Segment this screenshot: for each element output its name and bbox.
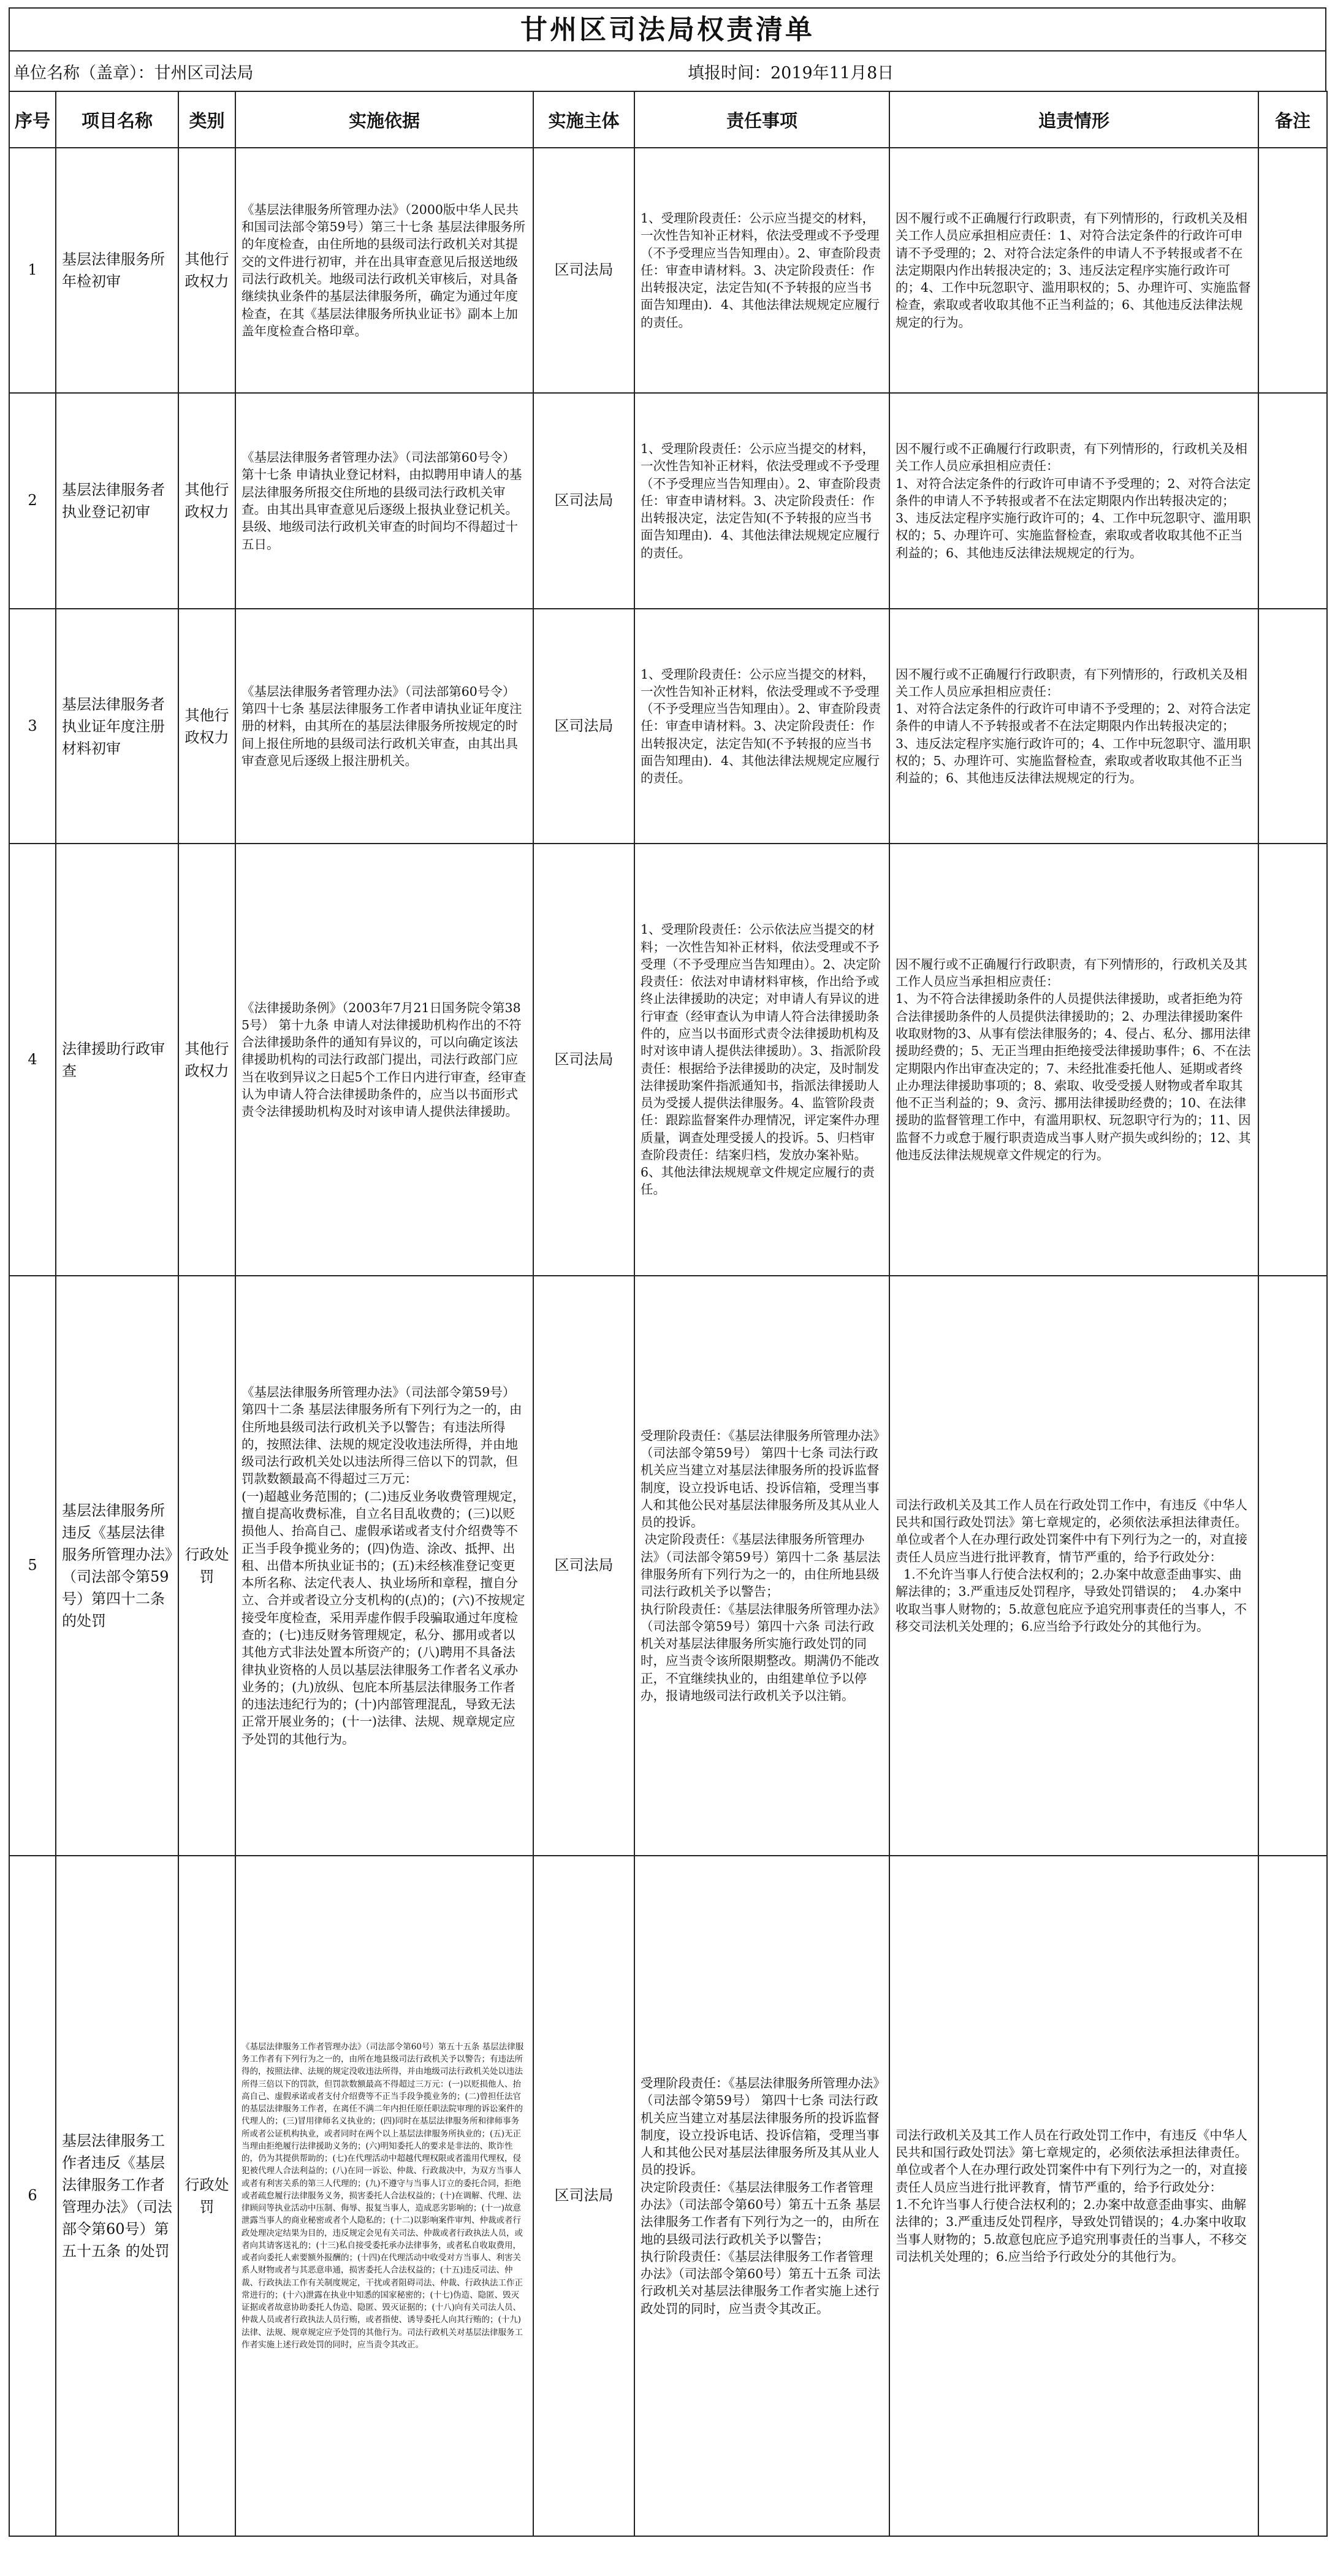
row-duty: 1、受理阶段责任：公示应当提交的材料，一次性告知补正材料，依法受理或不予受理（不予受理应当告知理由）。2、审查阶段责任：审查申请材料。3、决定阶段责任：作出转报决定，法定告知(不予转报的应当书面告知理由)．4、其他法律法规规定应履行的责任。 xyxy=(634,393,889,609)
row-note xyxy=(1258,148,1327,393)
row-type: 其他行政权力 xyxy=(178,148,235,393)
row-item-name: 法律援助行政审查 xyxy=(56,844,178,1276)
document-meta xyxy=(9,50,1326,91)
row-subject: 区司法局 xyxy=(533,393,634,609)
table-row xyxy=(9,609,1327,844)
responsibility-table xyxy=(9,91,1328,2537)
table-row xyxy=(9,844,1327,1276)
row-no: 6 xyxy=(9,1856,56,2536)
header-basis: 实施依据 xyxy=(235,91,533,148)
row-accountability: 因不履行或不正确履行行政职责，有下列情形的，行政机关及相关工作人员应承担相应责任：1、对符合法定条件的行政许可申请不予受理的；2、对符合法定条件的申请人不予转报或者不在法定期限内作出转报决定的；3、违反法定程序实施行政许可的；4、工作中玩忽职守、滥用职权的；5、办理许可、实施监督检查，索取或者收取其他不正当利益的；6、其他违反法律法规规定的行为。 xyxy=(889,148,1258,393)
row-subject: 区司法局 xyxy=(533,1276,634,1856)
table-row xyxy=(9,393,1327,609)
row-accountability: 司法行政机关及其工作人员在行政处罚工作中，有违反《中华人民共和国行政处罚法》第七章规定的，必须依法承担法律责任。 单位或者个人在办理行政处罚案件中有下列行为之一的，对直接责任人员应当进行批评教育，情节严重的，给予行政处分： 1.不允许当事人行使合法权利的；2.办案中故意歪曲事实、曲解法律的；3.严重违反处罚程序，导致处罚错误的；4.办案中收取当事人财物的；5.故意包庇应予追究刑事责任的当事人，不移交司法机关处理的；6.应当给予行政处分的其他行为。 xyxy=(889,1856,1258,2536)
row-accountability: 因不履行或不正确履行行政职责，有下列情形的，行政机关及相关工作人员应承担相应责任： 1、对符合法定条件的行政许可申请不予受理的；2、对符合法定条件的申请人不予转报或者不在法定期限内作出转报决定的；3、违反法定程序实施行政许可的；4、工作中玩忽职守、滥用职权的；5、办理许可、实施监督检查，索取或者收取其他不正当利益的；6、其他违反法律法规规定的行为。 xyxy=(889,393,1258,609)
row-duty: 受理阶段责任：《基层法律服务所管理办法》（司法部令第59号） 第四十七条 司法行政机关应当建立对基层法律服务所的投诉监督制度，设立投诉电话、投诉信箱，受理当事人和其他公民对基层法律服务所及其从业人员的投诉。 决定阶段责任：《基层法律服务工作者管理办法》（司法部令第60号）第五十五条 基层法律服务工作者有下列行为之一的，由所在地的县级司法行政机关予以警告； 执行阶段责任：《基层法律服务工作者管理办法》（司法部令第60号）第五十五条 司法行政机关对基层法律服务工作者实施上述行政处罚的同时，应当责令其改正。 xyxy=(634,1856,889,2536)
row-basis: 《基层法律服务所管理办法》（司法部令第59号）第四十二条 基层法律服务所有下列行为之一的，由住所地县级司法行政机关予以警告；有违法所得的，按照法律、法规的规定没收违法所得，并由地级司法行政机关处以违法所得三倍以下的罚款，但罚款数额最高不得超过三万元： (一)超越业务范围的；(二)违反业务收费管理规定，擅自提高收费标准，自立名目乱收费的；(三)以贬损他人、抬高自己、虚假承诺或者支付介绍费等不正当手段争揽业务的；(四)伪造、涂改、抵押、出租、出借本所执业证书的；(五)未经核准登记变更本所名称、法定代表人、执业场所和章程，擅自分立、合并或者设立分支机构的(点)的；(六)不按规定接受年度检查，采用弄虚作假手段骗取通过年度检查的；(七)违反财务管理规定，私分、挪用或者以其他方式非法处置本所资产的；(八)聘用不具备法律执业资格的人员以基层法律服务工作者名义承办业务的；(九)放纵、包庇本所基层法律服务工作者的违法违纪行为的；(十)内部管理混乱，导致无法正常开展业务的；(十一)法律、法规、规章规定应予处罚的其他行为。 xyxy=(235,1276,533,1856)
row-type: 行政处罚 xyxy=(178,1856,235,2536)
header-type: 类别 xyxy=(178,91,235,148)
row-duty: 1、受理阶段责任：公示应当提交的材料，一次性告知补正材料，依法受理或不予受理（不予受理应当告知理由）。2、审查阶段责任：审查申请材料。3、决定阶段责任：作出转报决定，法定告知(不予转报的应当书面告知理由)．4、其他法律法规规定应履行的责任。 xyxy=(634,609,889,844)
header-note: 备注 xyxy=(1258,91,1327,148)
header-accountability: 追责情形 xyxy=(889,91,1258,148)
row-no: 1 xyxy=(9,148,56,393)
row-duty: 受理阶段责任：《基层法律服务所管理办法》（司法部令第59号） 第四十七条 司法行政机关应当建立对基层法律服务所的投诉监督制度，设立投诉电话、投诉信箱，受理当事人和其他公民对基层法律服务所及其从业人员的投诉。 决定阶段责任：《基层法律服务所管理办法》（司法部令第59号）第四十二条 基层法律服务所有下列行为之一的，由住所地县级司法行政机关予以警告； 执行阶段责任：《基层法律服务所管理办法》（司法部令第59号）第四十六条 司法行政机关对基层法律服务所实施行政处罚的同时，应当责令该所限期整改。期满仍不能改正，不宜继续执业的，由组建单位予以停办，报请地级司法行政机关予以注销。 xyxy=(634,1276,889,1856)
row-item-name: 基层法律服务者执业证年度注册材料初审 xyxy=(56,609,178,844)
header-duty: 责任事项 xyxy=(634,91,889,148)
row-item-name: 基层法律服务所年检初审 xyxy=(56,148,178,393)
row-type: 其他行政权力 xyxy=(178,393,235,609)
row-subject: 区司法局 xyxy=(533,148,634,393)
document-title: 甘州区司法局权责清单 xyxy=(9,7,1326,50)
row-subject: 区司法局 xyxy=(533,1856,634,2536)
row-basis: 《基层法律服务工作者管理办法》（司法部令第60号）第五十五条 基层法律服务工作者有下列行为之一的，由所在地县级司法行政机关予以警告；有违法所得的，按照法律、法规的规定没收违法所得，并由地级司法行政机关处以违法所得三倍以下的罚款，但罚款数额最高不得超过三万元：(一)以贬损他人、抬高自己、虚假承诺或者支付介绍费等不正当手段争揽业务的；(二)曾担任法官的基层法律服务工作者，在离任不满二年内担任原任职法院审理的诉讼案件的代理人的；(三)冒用律师名义执业的；(四)同时在基层法律服务所和律师事务所或者公证机构执业，或者同时在两个以上基层法律服务所执业的；(五)无正当理由拒绝履行法律援助义务的；(六)明知委托人的要求是非法的、欺诈性的，仍为其提供帮助的；(七)在代理活动中超越代理权限或者滥用代理权，侵犯被代理人合法利益的；(八)在同一诉讼、仲裁、行政裁决中，为双方当事人或者有利害关系的第三人代理的；(九)不遵守与当事人订立的委托合同，拒绝或者疏怠履行法律服务义务，损害委托人合法权益的；(十)在调解、代理、法律顾问等执业活动中压制、侮辱、报复当事人，造成恶劣影响的；(十一)故意泄露当事人的商业秘密或者个人隐私的；(十二)以影响案件审判、仲裁或者行政处理决定结果为目的，违反规定会见有关司法、仲裁或者行政执法人员，或者向其请客送礼的；(十三)私自接受委托承办法律事务，或者私自收取费用，或者向委托人索要额外报酬的；(十四)在代理活动中收受对方当事人、利害关系人财物或者与其恶意串通，损害委托人合法权益的；(十五)违反司法、仲裁、行政执法工作有关制度规定，干扰或者阻碍司法、仲裁、行政执法工作正常进行的；(十六)泄露在执业中知悉的国家秘密的；(十七)伪造、隐匿、毁灭证据或者故意协助委托人伪造、隐匿、毁灭证据的；(十八)向有关司法人员、仲裁人员或者行政执法人员行贿，或者指使、诱导委托人向其行贿的；(十九)法律、法规、规章规定应予处罚的其他行为。司法行政机关对基层法律服务工作者实施上述行政处罚的同时，应当责令其改正。 xyxy=(235,1856,533,2536)
row-note xyxy=(1258,1856,1327,2536)
row-item-name: 基层法律服务者执业登记初审 xyxy=(56,393,178,609)
row-accountability: 因不履行或不正确履行行政职责，有下列情形的，行政机关及其工作人员应当承担相应责任： 1、为不符合法律援助条件的人员提供法律援助，或者拒绝为符合法律援助条件的人员提供法律援助的；2、办理法律援助案件收取财物的3、从事有偿法律服务的；4、侵占、私分、挪用法律援助经费的；5、无正当理由拒绝接受法律援助事件；6、不在法定期限内作出审查决定的；7、未经批准委托他人、延期或者终止办理法律援助事项的；8、索取、收受受援人财物或者牟取其他不正当利益的；9、贪污、挪用法律援助经费的；10、在法律援助的监督管理工作中，有滥用职权、玩忽职守行为的；11、因监督不力或怠于履行职责造成当事人财产损失或纠纷的；12、其他违反法律法规规章文件规定的行为。 xyxy=(889,844,1258,1276)
row-accountability: 因不履行或不正确履行行政职责，有下列情形的，行政机关及相关工作人员应承担相应责任： 1、对符合法定条件的行政许可申请不予受理的；2、对符合法定条件的申请人不予转报或者不在法定期限内作出转报决定的；3、违反法定程序实施行政许可的；4、工作中玩忽职守、滥用职权的；5、办理许可、实施监督检查，索取或者收取其他不正当利益的；6、其他违反法律法规规定的行为。 xyxy=(889,609,1258,844)
table-header-row xyxy=(9,91,1327,148)
row-duty: 1、受理阶段责任：公示应当提交的材料，一次性告知补正材料，依法受理或不予受理（不予受理应当告知理由）。2、审查阶段责任：审查申请材料。3、决定阶段责任：作出转报决定，法定告知(不予转报的应当书面告知理由)．4、其他法律法规规定应履行的责任。 xyxy=(634,148,889,393)
row-basis: 《基层法律服务者管理办法》（司法部第60号令）第十七条 申请执业登记材料，由拟聘用申请人的基层法律服务所报交住所地的县级司法行政机关审查。由其出具审查意见后逐级上报执业登记机关。县级、地级司法行政机关审查的时间均不得超过十五日。 xyxy=(235,393,533,609)
row-item-name: 基层法律服务工作者违反《基层法律服务工作者管理办法》（司法部令第60号）第五十五条 的处罚 xyxy=(56,1856,178,2536)
row-note xyxy=(1258,609,1327,844)
row-basis: 《基层法律服务所管理办法》（2000版中华人民共和国司法部令第59号）第三十七条 基层法律服务所的年度检查，由住所地的县级司法行政机关对其提交的文件进行初审，并在出具审查意见后报送地级司法行政机关。地级司法行政机关审核后，对具备继续执业条件的基层法律服务所，确定为通过年度检查，在其《基层法律服务所执业证书》副本上加盖年度检查合格印章。 xyxy=(235,148,533,393)
row-subject: 区司法局 xyxy=(533,844,634,1276)
row-duty: 1、受理阶段责任：公示依法应当提交的材料；一次性告知补正材料，依法受理或不予受理（不予受理应当告知理由）。2、决定阶段责任：依法对申请材料审核，作出给予或终止法律援助的决定；对申请人有异议的进行审查（经审查认为申请人符合法律援助条件的，应当以书面形式责令法律援助机构及时对该申请人提供法律援助）。3、指派阶段责任：根据给予法律援助的决定，及时制发法律援助案件指派通知书，指派法律援助人员为受援人提供法律服务。4、监管阶段责任：跟踪监督案件办理情况，评定案件办理质量，调查处理受援人的投诉。5、归档审查阶段责任：结案归档，发放办案补贴。 6、其他法律法规规章文件规定应履行的责任。 xyxy=(634,844,889,1276)
header-no: 序号 xyxy=(9,91,56,148)
row-type: 其他行政权力 xyxy=(178,609,235,844)
row-no: 5 xyxy=(9,1276,56,1856)
row-note xyxy=(1258,393,1327,609)
row-type: 其他行政权力 xyxy=(178,844,235,1276)
fill-date: 填报时间：2019年11月8日 xyxy=(688,63,894,83)
unit-name: 单位名称（盖章）：甘州区司法局 xyxy=(13,63,254,83)
row-no: 4 xyxy=(9,844,56,1276)
row-note xyxy=(1258,1276,1327,1856)
row-note xyxy=(1258,844,1327,1276)
table-row xyxy=(9,148,1327,393)
row-item-name: 基层法律服务所违反《基层法律服务所管理办法》（司法部令第59号）第四十二条 的处罚 xyxy=(56,1276,178,1856)
header-subject: 实施主体 xyxy=(533,91,634,148)
row-basis: 《基层法律服务者管理办法》（司法部第60号令）第四十七条 基层法律服务工作者申请执业证年度注册的材料，由其所在的基层法律服务所按规定的时间上报住所地的县级司法行政机关审查，由其出具审查意见后逐级上报注册机关。 xyxy=(235,609,533,844)
row-accountability: 司法行政机关及其工作人员在行政处罚工作中，有违反《中华人民共和国行政处罚法》第七章规定的，必须依法承担法律责任。 单位或者个人在办理行政处罚案件中有下列行为之一的，对直接责任人员应当进行批评教育，情节严重的，给予行政处分： 1.不允许当事人行使合法权利的；2.办案中故意歪曲事实、曲解法律的；3.严重违反处罚程序，导致处罚错误的； 4.办案中收取当事人财物的；5.故意包庇应予追究刑事责任的当事人，不移交司法机关处理的；6.应当给予行政处分的其他行为。 xyxy=(889,1276,1258,1856)
table-row xyxy=(9,1856,1327,2536)
row-no: 2 xyxy=(9,393,56,609)
row-type: 行政处罚 xyxy=(178,1276,235,1856)
table-row xyxy=(9,1276,1327,1856)
row-no: 3 xyxy=(9,609,56,844)
row-basis: 《法律援助条例》（2003年7月21日国务院令第385号） 第十九条 申请人对法律援助机构作出的不符合法律援助条件的通知有异议的，可以向确定该法律援助机构的司法行政部门提出，司法行政部门应当在收到异议之日起5个工作日内进行审查，经审查认为申请人符合法律援助条件的，应当以书面形式责令法律援助机构及时对该申请人提供法律援助。 xyxy=(235,844,533,1276)
row-subject: 区司法局 xyxy=(533,609,634,844)
header-name: 项目名称 xyxy=(56,91,178,148)
